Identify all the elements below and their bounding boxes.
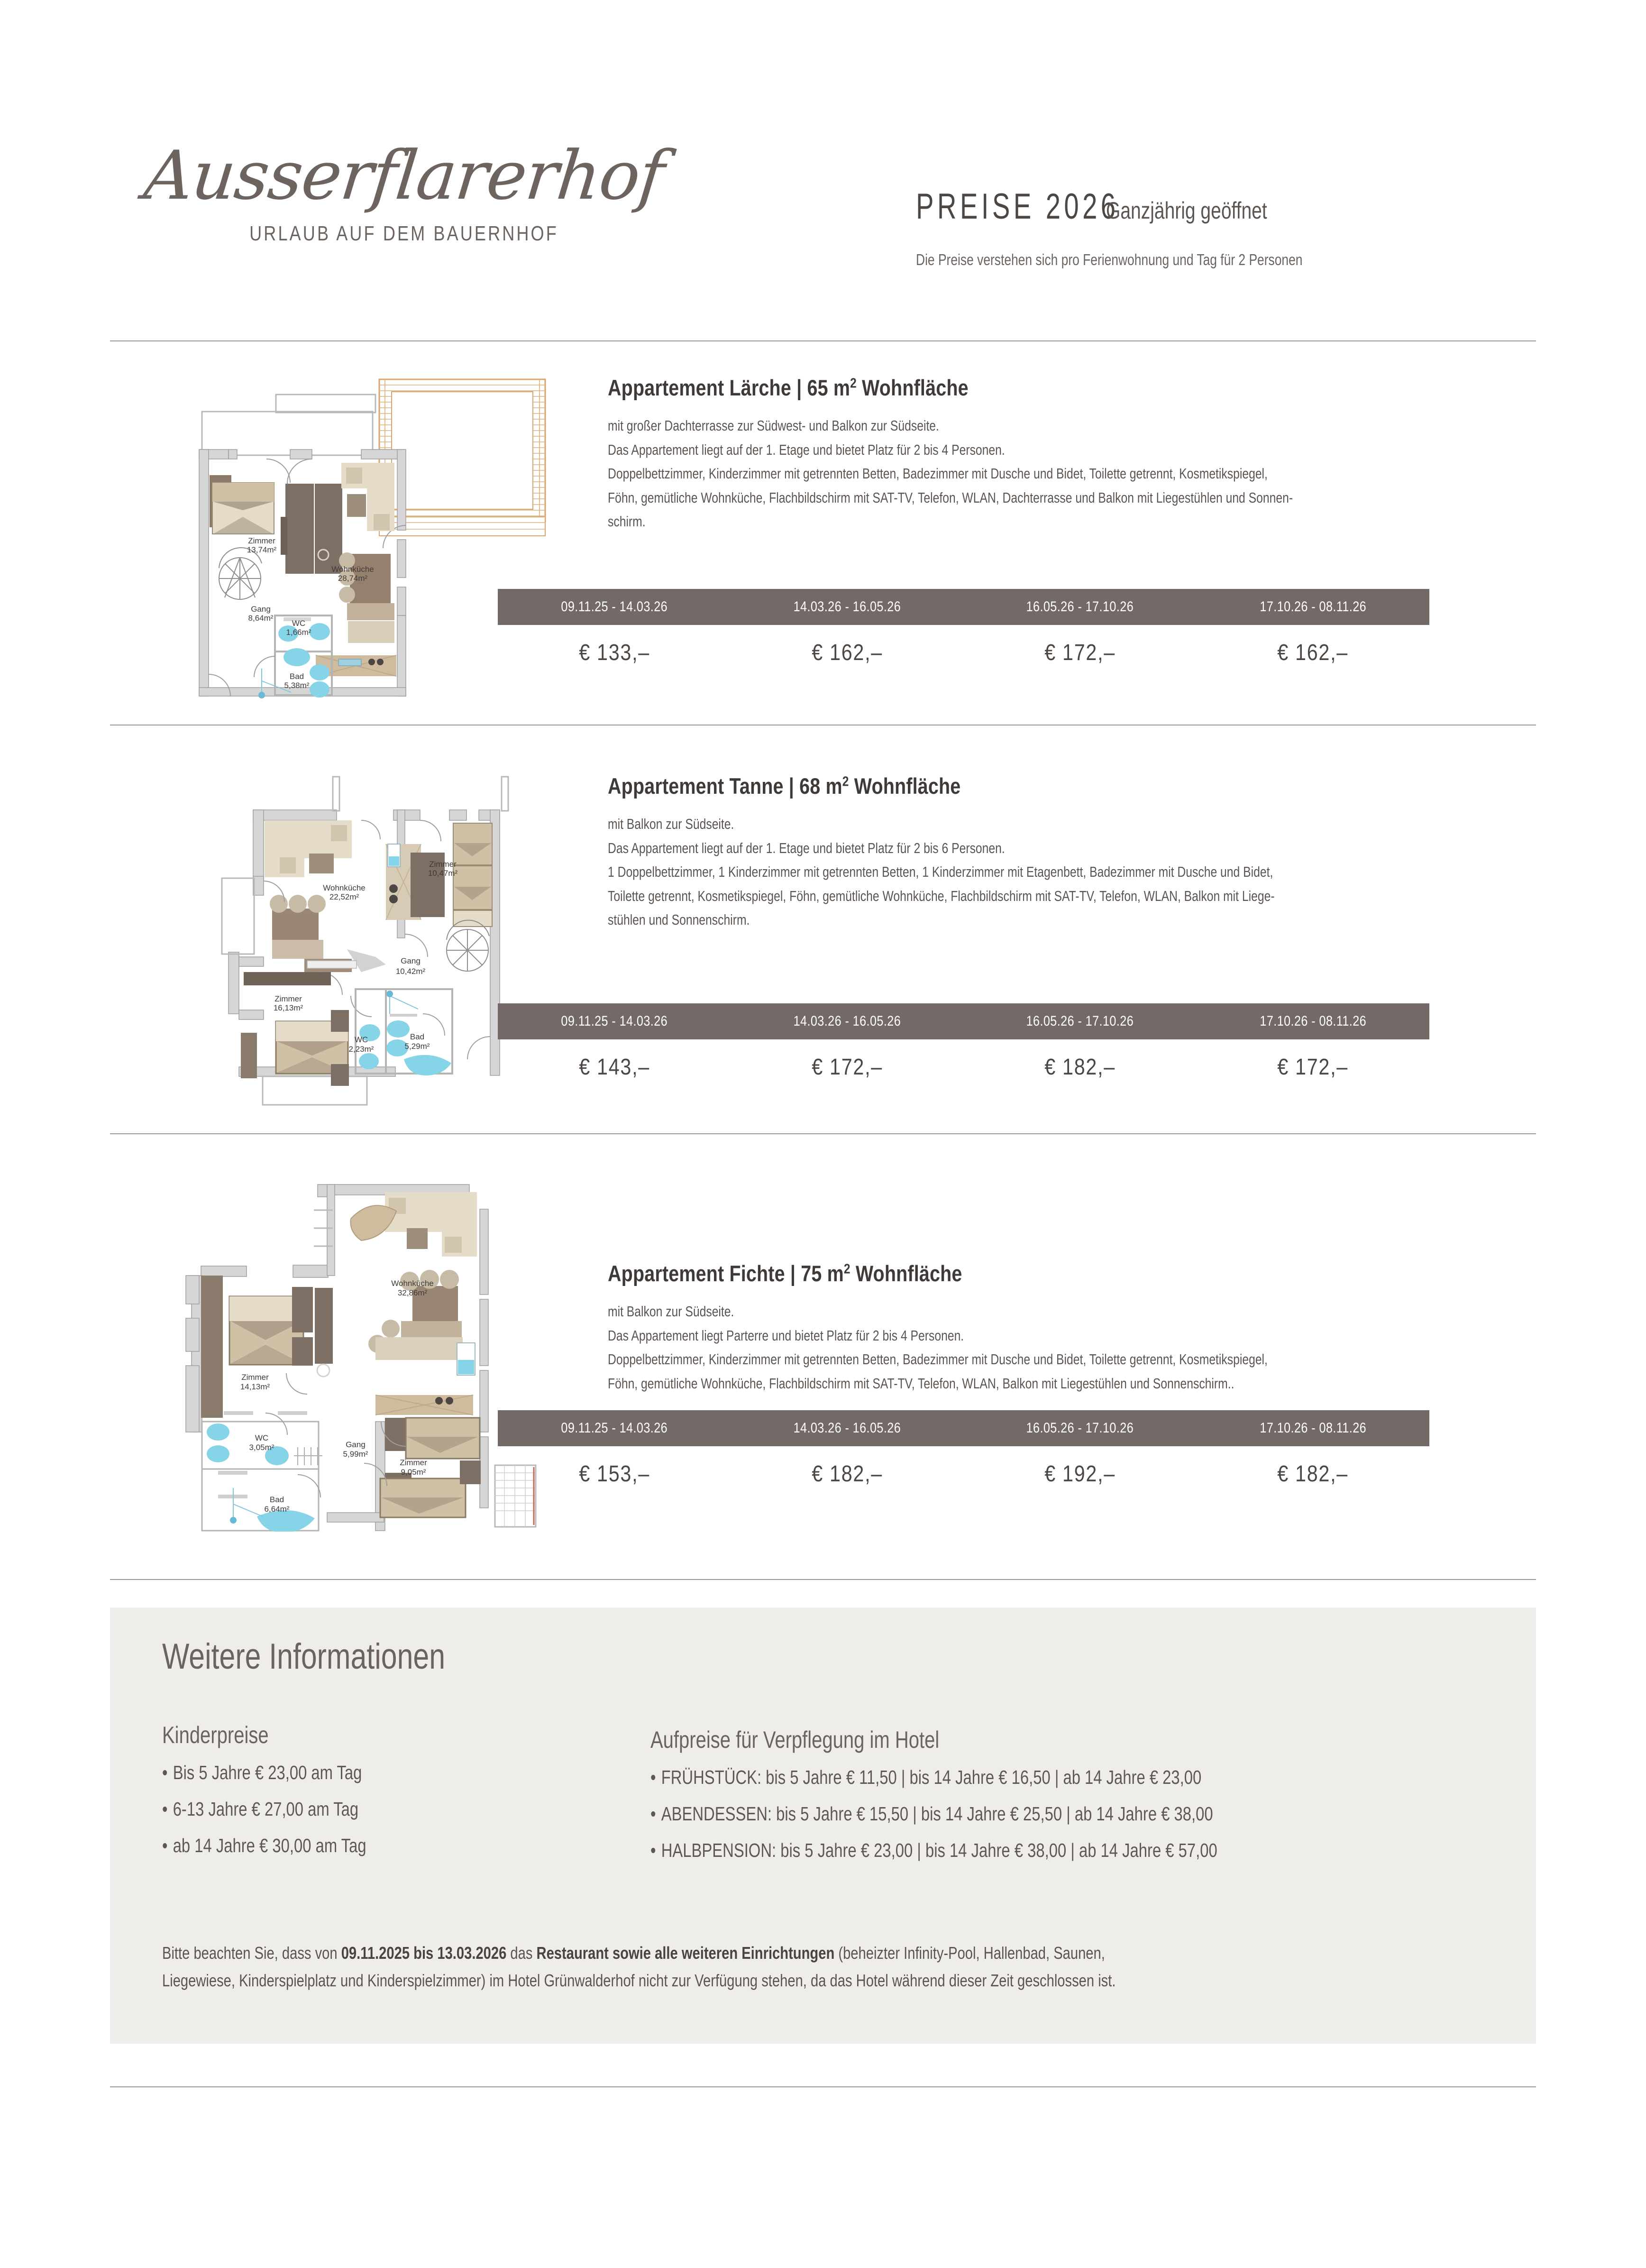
season-column-4: 17.10.26 - 08.11.26 xyxy=(1260,599,1366,615)
svg-text:Wohnküche: Wohnküche xyxy=(323,883,366,892)
season-column-1: 09.11.25 - 14.03.26 xyxy=(561,1420,668,1436)
desc-line: Doppelbettzimmer, Kinderzimmer mit getrennten Betten, Badezimmer mit Dusche und Bidet, Toilette getrennt, Kosmetikspiegel, xyxy=(608,466,1268,482)
bed-fichte-second xyxy=(380,1418,481,1517)
svg-text:14,13m²: 14,13m² xyxy=(240,1382,270,1391)
brand-logo xyxy=(124,137,684,246)
apartment-text-fichte xyxy=(608,1260,1539,1396)
price-table-header-laerche xyxy=(498,589,1429,625)
list-item: • ab 14 Jahre € 30,00 am Tag xyxy=(162,1835,366,1856)
apartment-title-laerche: Appartement Lärche | 65 $m^2$ Wohnfläche xyxy=(608,375,969,400)
price-table-row-fichte xyxy=(498,1446,1429,1501)
season-column-2: 14.03.26 - 16.05.26 xyxy=(793,1420,901,1436)
price-cell: € 182,– xyxy=(1277,1461,1349,1487)
floorplan-laerche xyxy=(191,375,551,707)
price-table-tanne xyxy=(498,1003,1429,1094)
list-item: • FRÜHSTÜCK: bis 5 Jahre € 11,50 | bis 14 Jahre € 16,50 | ab 14 Jahre € 23,00 xyxy=(650,1766,1202,1788)
spiral-stairs-tanne xyxy=(447,920,489,971)
list-item: • 6-13 Jahre € 27,00 am Tag xyxy=(162,1798,359,1820)
children-prices-heading: Kinderpreise xyxy=(162,1722,269,1748)
desc-line: schirm. xyxy=(608,514,646,530)
divider-top xyxy=(110,340,1536,341)
svg-text:WC: WC xyxy=(354,1035,368,1044)
apartment-description-fichte xyxy=(608,1301,1537,1395)
season-column-3: 16.05.26 - 17.10.26 xyxy=(1026,599,1134,615)
further-information-panel xyxy=(110,1607,1536,2044)
price-cell: € 143,– xyxy=(578,1054,650,1080)
svg-text:Zimmer: Zimmer xyxy=(429,860,457,869)
desc-line: stühlen und Sonnenschirm. xyxy=(608,912,750,928)
svg-text:10,42m²: 10,42m² xyxy=(395,967,426,976)
svg-text:32,86m²: 32,86m² xyxy=(397,1288,428,1297)
svg-text:Wohnküche: Wohnküche xyxy=(391,1279,434,1288)
price-cell: € 172,– xyxy=(811,1054,883,1080)
apartment-title-fichte: Appartement Fichte | 75 $m^2$ Wohnfläche xyxy=(608,1261,962,1286)
price-table-row-tanne xyxy=(498,1039,1429,1094)
bullet-icon: • xyxy=(650,1766,656,1788)
price-cell: € 192,– xyxy=(1044,1461,1116,1487)
board-prices-heading: Aufpreise für Verpflegung im Hotel xyxy=(650,1726,940,1753)
svg-text:5,99m²: 5,99m² xyxy=(343,1450,368,1459)
price-table-row-laerche xyxy=(498,625,1429,680)
svg-text:28,74m²: 28,74m² xyxy=(338,574,368,583)
svg-text:Gang: Gang xyxy=(401,956,421,965)
season-column-2: 14.03.26 - 16.05.26 xyxy=(793,599,901,615)
logo-wordmark: Ausserflarerhof xyxy=(140,137,668,215)
svg-text:13,74m²: 13,74m² xyxy=(247,545,277,554)
spiral-stairs-laerche xyxy=(219,548,262,599)
svg-text:9,05m²: 9,05m² xyxy=(401,1468,426,1477)
page-header xyxy=(110,137,1536,337)
desc-line: Doppelbettzimmer, Kinderzimmer mit getrennten Betten, Badezimmer mit Dusche und Bidet, Toilette getrennt, Kosmetikspiegel, xyxy=(608,1351,1268,1368)
svg-text:16,13m²: 16,13m² xyxy=(273,1003,303,1012)
price-table-fichte xyxy=(498,1410,1429,1501)
desc-line: mit Balkon zur Südseite. xyxy=(608,816,734,832)
svg-text:Gang: Gang xyxy=(251,605,271,614)
divider-bottom xyxy=(110,2086,1536,2087)
divider-3 xyxy=(110,1579,1536,1580)
svg-text:3,05m²: 3,05m² xyxy=(249,1443,274,1452)
apartment-text-tanne xyxy=(608,773,1539,933)
page-title: PREISE 2026 xyxy=(916,186,1119,227)
svg-text:WC: WC xyxy=(292,619,306,628)
price-table-header-fichte xyxy=(498,1410,1429,1446)
desc-line: Das Appartement liegt auf der 1. Etage und bietet Platz für 2 bis 6 Personen. xyxy=(608,840,1005,856)
divider-2 xyxy=(110,1133,1536,1134)
bathroom-tanne xyxy=(356,989,452,1075)
bathroom-fichte xyxy=(202,1411,322,1532)
apartment-title-tanne: Appartement Tanne | 68 $m^2$ Wohnfläche xyxy=(608,773,961,799)
desc-line: Das Appartement liegt auf der 1. Etage und bietet Platz für 2 bis 4 Personen. xyxy=(608,441,1005,458)
season-column-1: 09.11.25 - 14.03.26 xyxy=(561,599,668,615)
svg-text:6,64m²: 6,64m² xyxy=(264,1505,290,1514)
svg-text:Bad: Bad xyxy=(410,1032,425,1041)
svg-text:22,52m²: 22,52m² xyxy=(329,892,359,901)
season-column-1: 09.11.25 - 14.03.26 xyxy=(561,1013,668,1029)
svg-text:Zimmer: Zimmer xyxy=(274,994,302,1003)
desc-line: Toilette getrennt, Kosmetikspiegel, Föhn, gemütliche Wohnküche, Flachbildschirm mit SAT-TV, Telefon, WLAN, Balkon mit Liege- xyxy=(608,888,1275,904)
price-cell: € 172,– xyxy=(1277,1054,1349,1080)
season-column-3: 16.05.26 - 17.10.26 xyxy=(1026,1420,1134,1436)
svg-text:5,29m²: 5,29m² xyxy=(404,1042,430,1051)
apartment-text-laerche xyxy=(608,375,1539,535)
bunk-beds-tanne xyxy=(453,823,492,927)
bullet-icon: • xyxy=(650,1803,656,1825)
living-furniture-fichte xyxy=(350,1192,477,1415)
price-cell: € 162,– xyxy=(1277,640,1349,665)
desc-line: mit großer Dachterrasse zur Südwest- und Balkon zur Südseite. xyxy=(608,418,939,434)
desc-line: 1 Doppelbettzimmer, 1 Kinderzimmer mit getrennten Betten, 1 Kinderzimmer mit Etagenbett, Badezimmer mit Dusche und Bidet, xyxy=(608,864,1273,881)
open-year-round-note: Ganzjährig geöffnet xyxy=(1106,197,1267,224)
svg-text:Bad: Bad xyxy=(289,672,304,681)
svg-text:10,47m²: 10,47m² xyxy=(428,869,458,878)
apartment-description-laerche xyxy=(608,415,1537,533)
price-cell: € 172,– xyxy=(1044,640,1116,665)
desc-line: Föhn, gemütliche Wohnküche, Flachbildschirm mit SAT-TV, Telefon, WLAN, Balkon mit Liegestühlen und Sonnenschirm.. xyxy=(608,1375,1234,1392)
desc-line: Das Appartement liegt Parterre und bietet Platz für 2 bis 4 Personen. xyxy=(608,1327,964,1344)
bullet-icon: • xyxy=(650,1839,656,1861)
desc-line: mit Balkon zur Südseite. xyxy=(608,1304,734,1320)
season-column-4: 17.10.26 - 08.11.26 xyxy=(1260,1420,1366,1436)
svg-text:WC: WC xyxy=(255,1433,269,1442)
desc-line: Föhn, gemütliche Wohnküche, Flachbildschirm mit SAT-TV, Telefon, WLAN, Dachterrasse und Balkon mit Liegestühlen und Sonnen- xyxy=(608,489,1293,506)
svg-text:8,64m²: 8,64m² xyxy=(248,614,274,623)
svg-text:2,23m²: 2,23m² xyxy=(348,1045,374,1054)
info-panel-title: Weitere Informationen xyxy=(162,1636,446,1677)
list-item: • HALBPENSION: bis 5 Jahre € 23,00 | bis 14 Jahre € 38,00 | ab 14 Jahre € 57,00 xyxy=(650,1839,1217,1861)
price-table-laerche xyxy=(498,589,1429,680)
svg-text:Zimmer: Zimmer xyxy=(241,1373,269,1382)
apartment-description-tanne xyxy=(608,813,1537,932)
floorplan-laerche-svg xyxy=(191,375,551,707)
svg-text:Zimmer: Zimmer xyxy=(248,536,275,545)
logo-subtitle: URLAUB AUF DEM BAUERNHOF xyxy=(249,222,558,245)
bullet-icon: • xyxy=(162,1762,168,1783)
svg-text:Wohnküche: Wohnküche xyxy=(331,565,374,574)
svg-text:Zimmer: Zimmer xyxy=(400,1458,427,1467)
list-item: • ABENDESSEN: bis 5 Jahre € 15,50 | bis 14 Jahre € 25,50 | ab 14 Jahre € 38,00 xyxy=(650,1803,1213,1825)
price-cell: € 162,– xyxy=(811,640,883,665)
season-column-2: 14.03.26 - 16.05.26 xyxy=(793,1013,901,1029)
bed-laerche xyxy=(210,475,274,534)
children-prices-block xyxy=(162,1721,636,1873)
price-cell: € 182,– xyxy=(811,1461,883,1487)
price-cell: € 153,– xyxy=(578,1461,650,1487)
board-prices-block xyxy=(650,1726,1504,1877)
season-column-3: 16.05.26 - 17.10.26 xyxy=(1026,1013,1134,1029)
price-basis-note: Die Preise verstehen sich pro Ferienwohnung und Tag für 2 Personen xyxy=(916,251,1303,268)
svg-text:5,38m²: 5,38m² xyxy=(284,681,310,690)
list-item: • Bis 5 Jahre € 23,00 am Tag xyxy=(162,1762,362,1783)
svg-text:Bad: Bad xyxy=(269,1495,284,1504)
wardrobe-laerche xyxy=(281,484,342,574)
closure-note: Bitte beachten Sie, dass von 09.11.2025 bis 13.03.2026 das Restaurant sowie alle weiteren Einrichtungen (beheizter Infinity-Pool, Hallenbad, Saunen, Liegewiese, Kinderspielplatz und Kinderspielzimmer) im Hotel Grünwalderhof nicht zur Verfügung stehen, da das Hotel während dieser Zeit geschlossen ist. xyxy=(162,1939,1276,1995)
svg-text:Gang: Gang xyxy=(346,1440,366,1449)
bullet-icon: • xyxy=(162,1835,168,1856)
price-cell: € 182,– xyxy=(1044,1054,1116,1080)
bullet-icon: • xyxy=(162,1798,168,1820)
price-table-header-tanne xyxy=(498,1003,1429,1039)
closure-note-line2: Liegewiese, Kinderspielplatz und Kinderspielzimmer) im Hotel Grünwalderhof nicht zur Verfügung stehen, da das Hotel während dieser Zeit geschlossen ist. xyxy=(162,1971,1116,1991)
title-block xyxy=(916,186,1646,269)
svg-text:1,66m²: 1,66m² xyxy=(286,628,311,637)
bed-fichte-main xyxy=(201,1276,333,1418)
season-column-4: 17.10.26 - 08.11.26 xyxy=(1260,1013,1366,1029)
price-cell: € 133,– xyxy=(578,640,650,665)
